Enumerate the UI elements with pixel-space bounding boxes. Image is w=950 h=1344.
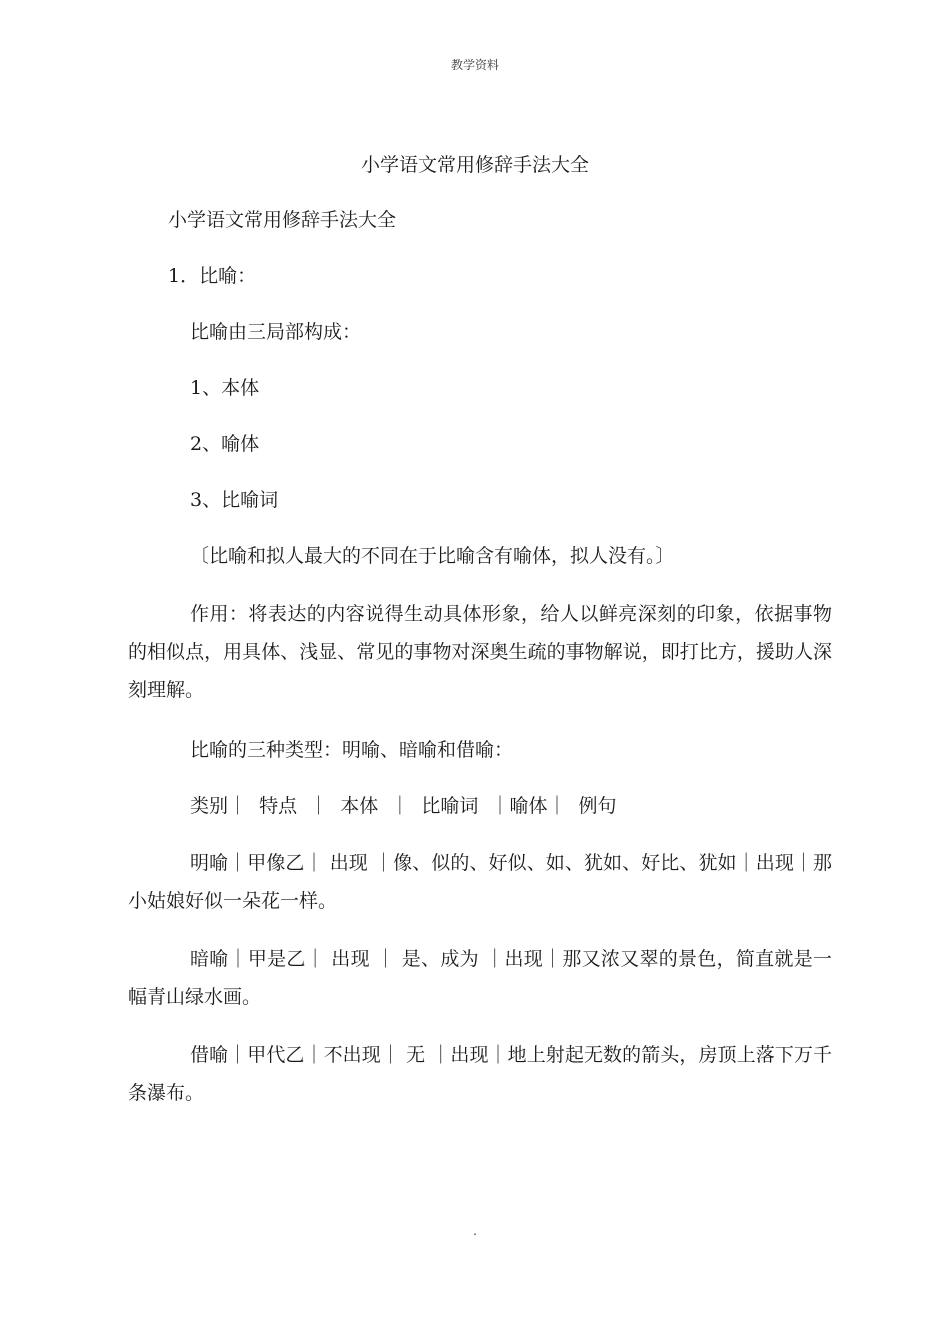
page-footer: . xyxy=(473,1224,477,1238)
composition-intro: 比喻由三局部构成： xyxy=(190,321,362,343)
table-row: 借喻｜甲代乙｜不出现｜ 无 ｜出现｜地上射起无数的箭头，房顶上落下万千条瀑布。 xyxy=(128,1044,832,1104)
component-item: 2、喻体 xyxy=(190,433,260,455)
table-row: 明喻｜甲像乙｜ 出现 ｜像、似的、好似、如、犹如、好比、犹如｜出现｜那小姑娘好似一朵花一样。 xyxy=(128,852,832,912)
page-header: 教学资料 xyxy=(450,58,499,72)
section-heading: 1．比喻： xyxy=(168,265,257,287)
component-item: 1、本体 xyxy=(190,377,260,399)
document-subtitle: 小学语文常用修辞手法大全 xyxy=(168,209,397,231)
types-intro: 比喻的三种类型：明喻、暗喻和借喻： xyxy=(190,739,514,761)
table-header-row: 类别｜ 特点 ｜ 本体 ｜ 比喻词 ｜喻体｜ 例句 xyxy=(190,795,617,817)
table-row: 暗喻｜甲是乙｜ 出现 ｜ 是、成为 ｜出现｜那又浓又翠的景色，简直就是一幅青山绿水画。 xyxy=(128,948,832,1008)
component-item: 3、比喻词 xyxy=(190,489,279,511)
function-paragraph: 作用：将表达的内容说得生动具体形象，给人以鲜亮深刻的印象，依据事物的相似点，用具体、浅显、常见的事物对深奥生疏的事物解说，即打比方，援助人深刻理解。 xyxy=(128,603,832,701)
note-text: 〔比喻和拟人最大的不同在于比喻含有喻体，拟人没有。〕 xyxy=(190,545,675,567)
document-title: 小学语文常用修辞手法大全 xyxy=(360,154,589,176)
